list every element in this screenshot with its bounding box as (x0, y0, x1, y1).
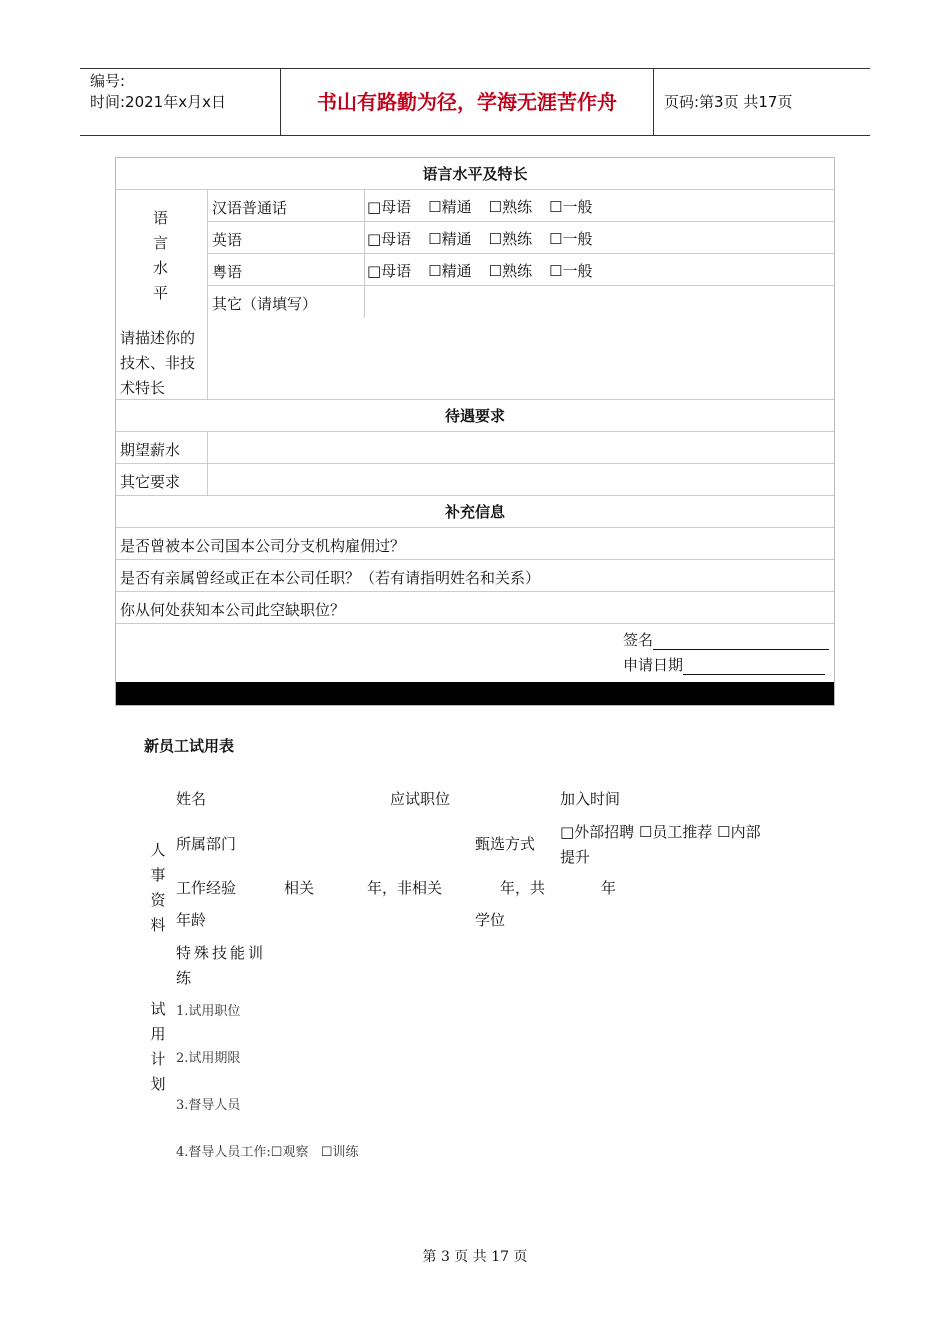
plan-item-supervisor-duty[interactable]: 4.督导人员工作:☐观察 ☐训练 (176, 1145, 359, 1160)
date-line (623, 655, 825, 675)
option-native[interactable]: □母语 (367, 230, 412, 248)
header-meta (80, 69, 281, 135)
option-fluent[interactable]: ☐熟练 (488, 230, 533, 248)
application-date-field[interactable] (683, 659, 825, 675)
application-date-label: 申请日期 (623, 656, 684, 674)
signature-line (623, 630, 829, 650)
signature-field[interactable] (653, 634, 829, 650)
work-experience-label: 工作经验 (176, 879, 237, 897)
year-unrelated-label: 年，非相关 (367, 879, 443, 897)
language-name-other: 其它（请填写） (212, 295, 318, 313)
personnel-side-label: 人 事 资 料 (150, 841, 166, 934)
signature-label: 签名 (623, 631, 654, 649)
trial-plan-side-label: 试 用 计 划 (150, 1000, 166, 1093)
special-skills-label: 特殊技能训 练 (176, 944, 267, 987)
option-proficient[interactable]: ☐精通 (428, 262, 472, 280)
option-basic[interactable]: ☐一般 (549, 230, 593, 248)
language-options (367, 197, 610, 217)
option-basic[interactable]: ☐一般 (549, 198, 593, 216)
language-name: 汉语普通话 (212, 199, 288, 217)
age-label: 年龄 (176, 911, 207, 929)
other-requirements-label: 其它要求 (120, 473, 181, 491)
join-time-label: 加入时间 (560, 790, 621, 808)
selection-options[interactable]: □外部招聘 ☐员工推荐 ☐内部 提升 (560, 823, 761, 866)
document-number-label: 编号: (90, 72, 126, 90)
other-req-row (116, 464, 834, 496)
divider (364, 190, 365, 318)
name-label: 姓名 (176, 790, 207, 808)
year-label: 年 (601, 879, 617, 897)
trial-form-title: 新员工试用表 (144, 737, 235, 755)
selection-method-label: 甄选方式 (475, 835, 536, 853)
option-proficient[interactable]: ☐精通 (428, 230, 472, 248)
document-time-label: 时间:2021年x月x日 (90, 93, 226, 111)
salary-row (116, 432, 834, 464)
option-native[interactable]: □母语 (367, 262, 412, 280)
language-name: 粤语 (212, 263, 243, 281)
option-basic[interactable]: ☐一般 (549, 262, 593, 280)
degree-label: 学位 (475, 911, 506, 929)
option-fluent[interactable]: ☐熟练 (488, 198, 533, 216)
language-options (367, 229, 610, 249)
skills-input-area[interactable] (208, 318, 834, 400)
language-section-title: 语言水平及特长 (116, 158, 834, 190)
page-footer: 第 3 页 共 17 页 (422, 1249, 528, 1265)
salary-section-title: 待遇要求 (116, 400, 834, 432)
language-name: 英语 (212, 231, 243, 249)
language-options (367, 261, 610, 281)
header-page-number: 页码:第3页 共17页 (664, 93, 793, 111)
header-motto: 书山有路勤为径，学海无涯苦作舟 (281, 69, 654, 135)
page-header (80, 68, 870, 136)
department-label: 所属部门 (176, 835, 237, 853)
language-level-side-label: 语 言 水 平 (153, 209, 169, 302)
application-form-table (115, 157, 835, 706)
option-fluent[interactable]: ☐熟练 (488, 262, 533, 280)
skills-label: 请描述你的 技术、非技 术特长 (120, 329, 196, 397)
year-total-label: 年，共 (500, 879, 546, 897)
extra-section-title: 补充信息 (116, 496, 834, 528)
option-proficient[interactable]: ☐精通 (428, 198, 472, 216)
plan-item-position: 1.试用职位 (176, 1004, 241, 1019)
plan-item-period: 2.试用期限 (176, 1051, 241, 1066)
divider (207, 432, 208, 496)
question-relatives: 是否有亲属曾经或正在本公司任职？（若有请指明姓名和关系） (120, 569, 541, 587)
plan-item-supervisor: 3.督导人员 (176, 1098, 241, 1113)
black-bar (116, 682, 834, 705)
position-label: 应试职位 (390, 790, 451, 808)
question-source: 你从何处获知本公司此空缺职位？ (120, 601, 346, 619)
question-prior-employment: 是否曾被本公司国本公司分支机构雇佣过？ (120, 537, 406, 555)
expected-salary-label: 期望薪水 (120, 441, 181, 459)
option-native[interactable]: □母语 (367, 198, 412, 216)
related-label: 相关 (284, 879, 315, 897)
